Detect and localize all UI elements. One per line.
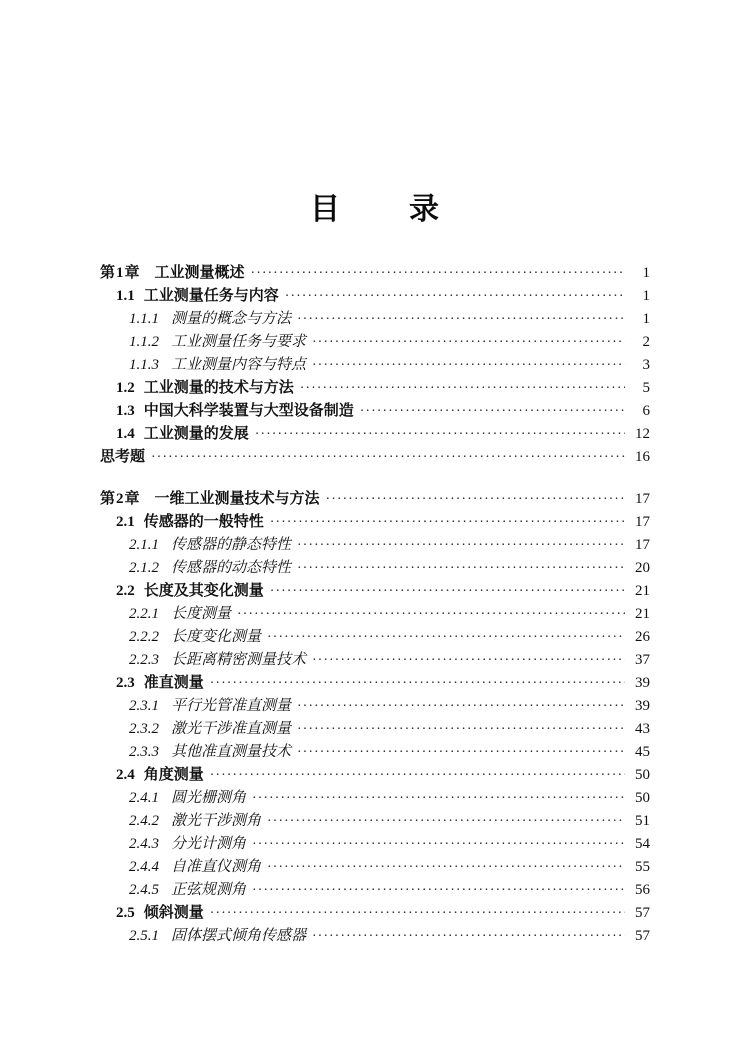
dot-leader (297, 534, 625, 557)
toc-entry-page: 57 (635, 905, 650, 921)
toc-entry-title: 长度变化测量 (171, 629, 262, 645)
toc-entry-number: 2.1.2 (129, 560, 159, 576)
toc-entry-number: 2.1.1 (129, 537, 159, 553)
toc-entry-page: 26 (635, 629, 650, 645)
toc-entry-page: 16 (635, 449, 650, 465)
toc-entry-title: 长距离精密测量技术 (171, 652, 307, 668)
toc-entry-page: 51 (635, 813, 650, 829)
toc-entry-number: 2.5.1 (129, 928, 159, 944)
toc-entry-title: 传感器的动态特性 (171, 560, 292, 576)
toc-entry-title: 角度测量 (143, 767, 204, 783)
toc-entry-number: 2.4.5 (129, 882, 159, 898)
toc-entry-number: 1.3 (116, 403, 135, 419)
page-title (100, 184, 650, 228)
toc-entry-page: 45 (635, 744, 650, 760)
toc-entry-page: 3 (642, 357, 650, 373)
toc-entry-page: 50 (635, 767, 650, 783)
toc-entry (100, 400, 650, 423)
toc-entry-title: 工业测量的技术与方法 (143, 380, 294, 396)
toc-entry (100, 741, 650, 764)
dot-leader (210, 764, 625, 787)
toc-entry-page: 17 (635, 491, 650, 507)
dot-leader (297, 308, 625, 331)
dot-leader (151, 446, 625, 469)
toc-entry-number: 2.4.4 (129, 859, 159, 875)
toc-entry-page: 50 (635, 790, 650, 806)
page-title-char-left: 目 (310, 193, 341, 226)
dot-leader (326, 488, 625, 511)
toc-entry (100, 331, 650, 354)
dot-leader (285, 285, 625, 308)
toc-entry-number: 2.2.3 (129, 652, 159, 668)
page-title-char-right: 录 (409, 193, 440, 226)
toc-entry-page: 43 (635, 721, 650, 737)
toc-entry-number: 2.3.1 (129, 698, 159, 714)
toc-entry-number: 第2章 (100, 491, 141, 507)
toc-entry-page: 1 (642, 265, 650, 281)
toc-entry-number: 2.4.3 (129, 836, 159, 852)
toc-entry-number: 1.2 (116, 380, 135, 396)
toc-entry-number: 2.4.2 (129, 813, 159, 829)
toc-entry-title: 自准直仪测角 (171, 859, 262, 875)
dot-leader (312, 925, 625, 948)
toc-entry (100, 423, 650, 446)
toc-entry-number: 1.1.1 (129, 311, 159, 327)
dot-leader (300, 377, 625, 400)
toc-entry-title: 激光干涉准直测量 (171, 721, 292, 737)
toc-entry-number: 1.1 (116, 288, 135, 304)
toc-entry (100, 879, 650, 902)
toc-entry-page: 21 (635, 606, 650, 622)
toc-entry (100, 626, 650, 649)
toc-entry-title: 倾斜测量 (143, 905, 204, 921)
toc-entry-page: 37 (635, 652, 650, 668)
toc-entry-page: 54 (635, 836, 650, 852)
toc-entry-title: 固体摆式倾角传感器 (171, 928, 307, 944)
toc-entry-number: 2.4 (116, 767, 135, 783)
toc-entry-page: 5 (642, 380, 650, 396)
dot-leader (267, 856, 625, 879)
dot-leader (255, 423, 625, 446)
toc-entry (100, 764, 650, 787)
dot-leader (252, 787, 625, 810)
toc-entry-title: 中国大科学装置与大型设备制造 (143, 403, 354, 419)
toc-entry-title: 其他准直测量技术 (171, 744, 292, 760)
toc-entry-page: 12 (635, 426, 650, 442)
dot-leader (312, 649, 625, 672)
toc-entry-title: 准直测量 (143, 675, 204, 691)
toc-entry-page: 6 (642, 403, 650, 419)
toc-entry-title: 长度及其变化测量 (143, 583, 264, 599)
toc-entry-title: 工业测量任务与内容 (143, 288, 279, 304)
toc-entry (100, 308, 650, 331)
dot-leader (267, 810, 625, 833)
toc-entry (100, 534, 650, 557)
toc-entry (100, 262, 650, 285)
toc-entry-title: 测量的概念与方法 (171, 311, 292, 327)
dot-leader (297, 695, 625, 718)
toc-entry-title: 分光计测角 (171, 836, 247, 852)
toc-entry-number: 2.2.2 (129, 629, 159, 645)
toc-entry (100, 833, 650, 856)
toc-entry (100, 787, 650, 810)
toc-entry (100, 580, 650, 603)
dot-leader (252, 833, 625, 856)
toc-entry-page: 39 (635, 675, 650, 691)
toc-entry-page: 21 (635, 583, 650, 599)
dot-leader (360, 400, 625, 423)
dot-leader (297, 718, 625, 741)
toc-entry-number: 1.1.3 (129, 357, 159, 373)
toc-entry-page: 20 (635, 560, 650, 576)
toc-entry-number: 2.2 (116, 583, 135, 599)
toc-entry-title: 传感器的静态特性 (171, 537, 292, 553)
toc-entry-page: 1 (642, 288, 650, 304)
toc-entry-number: 2.3 (116, 675, 135, 691)
dot-leader (312, 331, 625, 354)
toc-entry-number: 2.2.1 (129, 606, 159, 622)
toc-entry (100, 354, 650, 377)
dot-leader (210, 902, 625, 925)
toc-entry-title: 激光干涉测角 (171, 813, 262, 829)
toc-entry-page: 1 (642, 311, 650, 327)
toc-entry-number: 2.1 (116, 514, 135, 530)
dot-leader (251, 262, 625, 285)
toc-entry-title: 长度测量 (171, 606, 232, 622)
toc-entry-number: 2.5 (116, 905, 135, 921)
toc-entry-page: 2 (642, 334, 650, 350)
toc-entry (100, 649, 650, 672)
toc-entry-number: 1.4 (116, 426, 135, 442)
dot-leader (312, 354, 625, 377)
dot-leader (270, 511, 625, 534)
toc-entry-page: 17 (635, 514, 650, 530)
toc-entry-page: 57 (635, 928, 650, 944)
toc-entry-number: 2.4.1 (129, 790, 159, 806)
toc-entry-page: 17 (635, 537, 650, 553)
toc-entry-title: 工业测量的发展 (143, 426, 249, 442)
toc-entry-number: 1.1.2 (129, 334, 159, 350)
toc-entry (100, 285, 650, 308)
dot-leader (237, 603, 625, 626)
toc-entry (100, 557, 650, 580)
toc-entry-page: 55 (635, 859, 650, 875)
toc-entry-title: 工业测量任务与要求 (171, 334, 307, 350)
dot-leader (252, 879, 625, 902)
toc-rows (100, 262, 650, 948)
toc-entry-title: 平行光管准直测量 (171, 698, 292, 714)
toc-entry (100, 856, 650, 879)
dot-leader (267, 626, 625, 649)
toc-entry-title: 正弦规测角 (171, 882, 247, 898)
toc-entry (100, 446, 650, 469)
dot-leader (297, 741, 625, 764)
toc-entry (100, 511, 650, 534)
toc-entry (100, 377, 650, 400)
toc-entry (100, 672, 650, 695)
toc-entry (100, 902, 650, 925)
toc-entry (100, 603, 650, 626)
toc-entry-page: 39 (635, 698, 650, 714)
toc-entry-number: 2.3.2 (129, 721, 159, 737)
toc-entry-number: 2.3.3 (129, 744, 159, 760)
toc-entry-title: 思考题 (100, 449, 146, 465)
toc-entry-title: 工业测量概述 (154, 265, 245, 281)
toc-entry (100, 810, 650, 833)
toc-entry-page: 56 (635, 882, 650, 898)
toc-entry-title: 一维工业测量技术与方法 (154, 491, 320, 507)
toc-entry-title: 工业测量内容与特点 (171, 357, 307, 373)
dot-leader (210, 672, 625, 695)
toc-entry-title: 传感器的一般特性 (143, 514, 264, 530)
toc-entry-number: 第1章 (100, 265, 141, 281)
toc-entry (100, 925, 650, 948)
toc-entry (100, 488, 650, 511)
toc-entry-title: 圆光栅测角 (171, 790, 247, 806)
dot-leader (297, 557, 625, 580)
toc-entry (100, 718, 650, 741)
toc-entry (100, 695, 650, 718)
dot-leader (270, 580, 625, 603)
